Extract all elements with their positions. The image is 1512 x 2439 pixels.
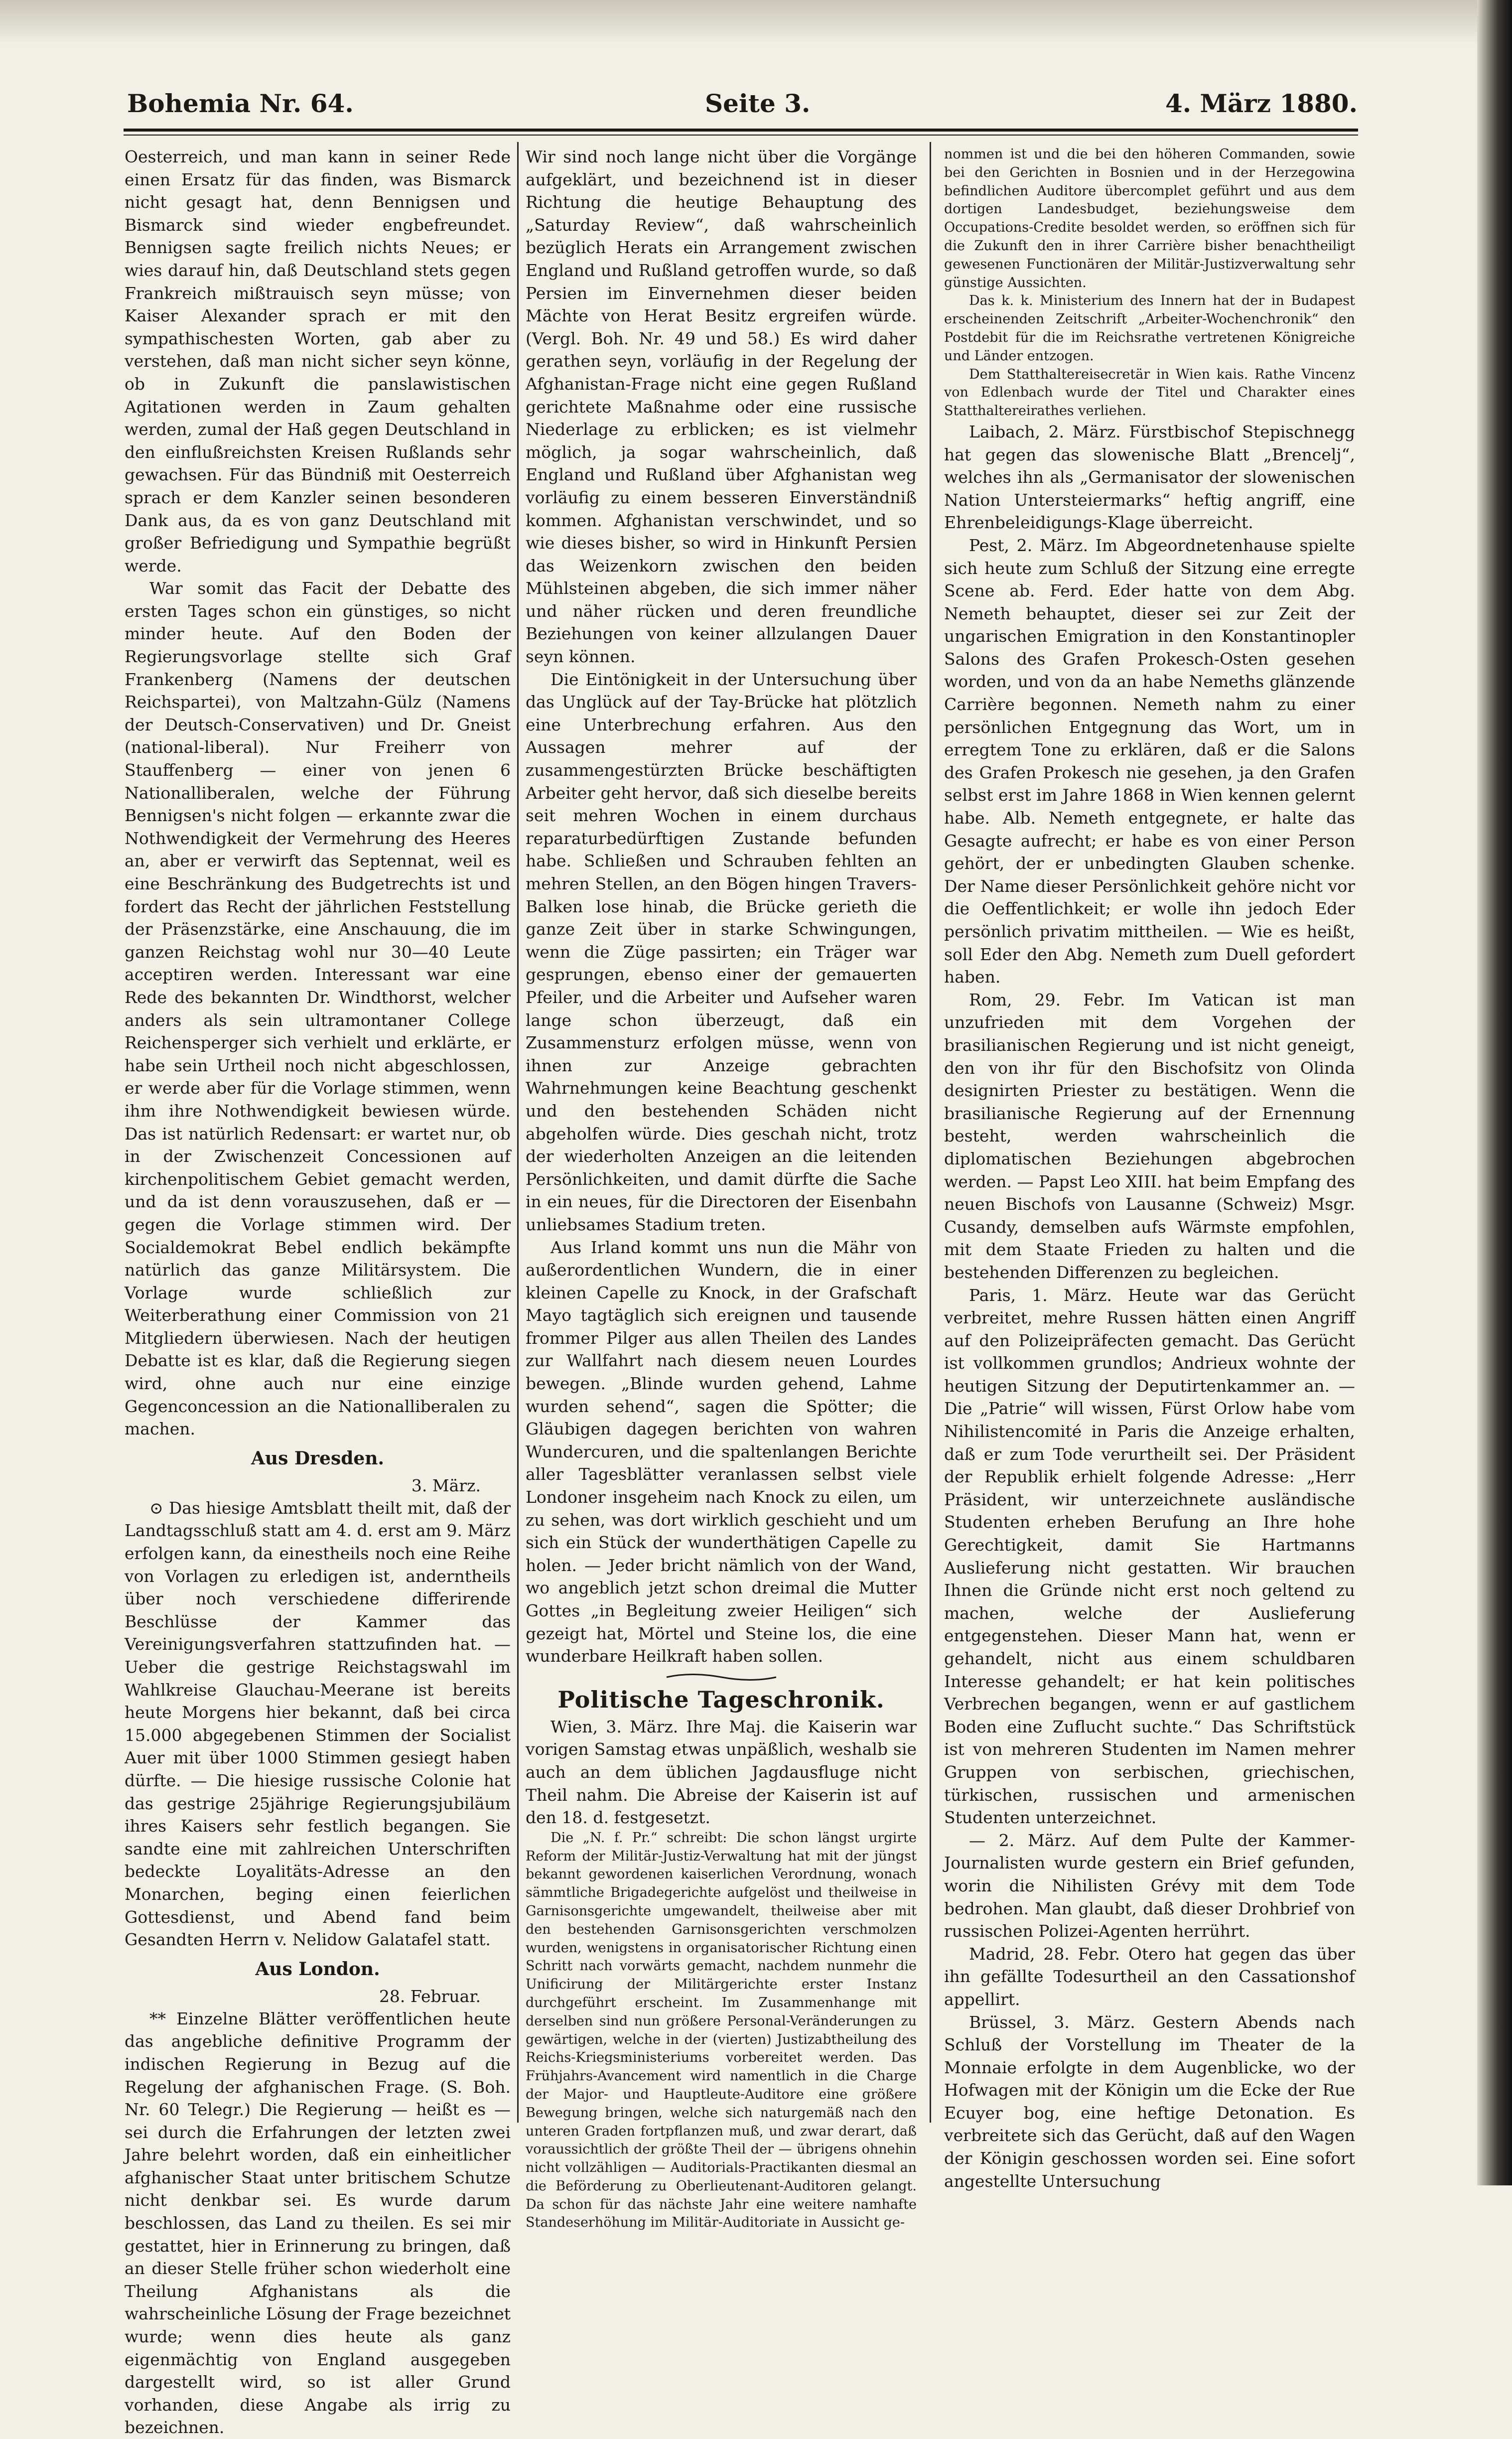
- column-1: [125, 145, 511, 2438]
- article-paragraph: Brüssel, 3. März. Gestern Abends nach Schluß der Vorstellung im Theater de la Monnaie erfolgte in dem Augenblicke, wo der Hofwagen mit der Königin um die Ecke der Rue Ecuyer bog, eine heftige Detonation. Es verbreitete sich das Gerücht, daß auf den Wagen der Königin geschossen worden sei. Eine sofort angestellte Untersuchung: [944, 2012, 1355, 2191]
- column-separator-1: [517, 142, 519, 2123]
- page-top-shadow: [0, 0, 1477, 45]
- article-paragraph: Paris, 1. März. Heute war das Gerücht verbreitet, mehre Russen hätten einen Angriff auf den Polizeipräfecten gemacht. Das Gerücht ist vollkommen grundlos; Andrieux wohnte der heutigen Sitzung der Deputirtenkammer an. — Die „Patrie“ will wissen, Fürst Orlow habe vom Nihilistencomité in Paris die Anzeige erhalten, daß er zum Tode verurtheilt sei. Der Präsident der Republik erhielt folgende Adresse: „Herr Präsident, wir unterzeichnete ausländische Studenten erheben Berufung an Ihre hohe Gerechtigkeit, damit Sie Hartmanns Auslieferung nicht gestatten. Wir brauchen Ihnen die Gründe nicht erst noch geltend zu machen, welche der Auslieferung entgegenstehen. Dieser Mann hat, wenn er gehandelt, nicht aus einem schuldbaren Interesse gehandelt; er hat kein politisches Verbrechen begangen, wenn er auf gastlichem Boden eine Zuflucht suchte.“ Das Schriftstück ist von mehreren Studenten im Namen mehrer Gruppen von serbischen, griechischen, türkischen, russischen und armenischen Studenten unterzeichnet.: [944, 1285, 1355, 1828]
- article-paragraph-small: nommen ist und die bei den höheren Commanden, sowie bei den Gerichten in Bosnien und in der Herzegowina befindlichen Auditore übercomplet geführt und aus dem dortigen Landesbudget, beziehungsweise dem Occupations-Credite besoldet werden, so eröffnen sich für die Zukunft den in ihrer Carrière bisher benachtheiligt gewesenen Functionären der Militär-Justizverwaltung sehr günstige Aussichten.: [944, 146, 1355, 290]
- page-edge-shadow: [1477, 0, 1512, 2185]
- section-title-politische-tageschronik: Politische Tageschronik.: [557, 1686, 885, 1713]
- article-paragraph: Die Eintönigkeit in der Untersuchung über das Unglück auf der Tay-Brücke hat plötzlich eine Unterbrechung erfahren. Aus den Aussagen mehrer auf der zusammengestürzten Brücke beschäftigten Arbeiter geht hervor, daß sich dieselbe bereits seit mehren Wochen in einem durchaus reparaturbedürftigen Zustande befunden habe. Schließen und Schrauben fehlten an mehren Stellen, an den Bögen hingen Travers-Balken lose hinab, die Brücke gerieth die ganze Zeit über in starke Schwingungen, wenn die Züge passirten; ein Träger war gesprungen, ebenso einer der gemauerten Pfeiler, und die Arbeiter und Aufseher waren lange schon überzeugt, daß ein Zusammensturz erfolgen müsse, wenn von ihnen zur Anzeige gebrachten Wahrnehmungen keine Beachtung geschenkt und den bestehenden Schäden nicht abgeholfen würde. Dies geschah nicht, trotz der wiederholten Anzeigen an die leitenden Persönlichkeiten, und damit dürfte die Sache in ein neues, für die Directoren der Eisenbahn unliebsames Stadium treten.: [526, 669, 917, 1234]
- article-paragraph: Wien, 3. März. Ihre Maj. die Kaiserin war vorigen Samstag etwas unpäßlich, weshalb sie auch an dem üblichen Jagdausfluge nicht Theil nahm. Die Abreise der Kaiserin ist auf den 18. d. festgesetzt.: [526, 1717, 917, 1828]
- article-paragraph-small: Das k. k. Ministerium des Innern hat der in Budapest erscheinenden Zeitschrift „Arbeiter-Wochenchronik“ den Postdebit für die im Reichsrathe vertretenen Königreiche und Länder entzogen.: [944, 293, 1355, 364]
- article-paragraph: Madrid, 28. Febr. Otero hat gegen das über ihn gefällte Todesurtheil an den Cassationshof appellirt.: [944, 1944, 1355, 2009]
- small-print-block: [526, 1829, 917, 2233]
- article-paragraph: Aus Irland kommt uns nun die Mähr von außerordentlichen Wundern, die in einer kleinen Capelle zu Knock, in der Grafschaft Mayo tagtäglich sich ereignen und tausende frommer Pilger aus allen Theilen des Landes zur Wallfahrt nach diesem neuen Lourdes bewegen. „Blinde wurden gehend, Lahme wurden sehend“, sagen die Spötter; die Gläubigen dagegen berichten von wahren Wundercuren, und die spaltenlangen Berichte aller Tagesblätter veranlassen selbst viele Londoner insgeheim nach Knock zu eilen, um zu sehen, was dort wirklich geschieht und um sich ein Stück der wunderthätigen Capelle zu holen. — Jeder bricht nämlich von der Wand, wo angeblich jetzt schon dreimal die Mutter Gottes „in Begleitung zweier Heiligen“ sich gezeigt hat, Mörtel und Steine los, die eine wunderbare Heilkraft haben sollen.: [526, 1237, 917, 1666]
- section-heading-dresden: Aus Dresden.: [251, 1447, 385, 1469]
- article-paragraph: War somit das Facit der Debatte des ersten Tages schon ein günstiges, so nicht minder heute. Auf den Boden der Regierungsvorlage stellte sich Graf Frankenberg (Namens der deutschen Reichspartei), von Maltzahn-Gülz (Namens der Deutsch-Conservativen) und Dr. Gneist (national-liberal). Nur Freiherr von Stauffenberg — einer von jenen 6 Nationalliberalen, welche der Führung Bennigsen's nicht folgen — erkannte zwar die Nothwendigkeit der Vermehrung des Heeres an, aber er verwirft das Septennat, weil es eine Beschränkung des Budgetrechts ist und fordert das Recht der jährlichen Feststellung der Präsenzstärke, eine Anschauung, die im ganzen Reichstag wohl nur 30—40 Leute acceptiren werden. Interessant war eine Rede des bekannten Dr. Windthorst, welcher anders als sein ultramontaner College Reichensperger sich verhielt und erklärte, er habe sein Urtheil noch nicht abgeschlossen, er werde aber für die Vorlage stimmen, wenn ihm ihre Nothwendigkeit bewiesen würde. Das ist natürlich Redensart: er wartet nur, ob in der Zwischenzeit Concessionen auf kirchenpolitischem Gebiet gemacht werden, und da ist denn vorauszusehen, daß er — gegen die Vorlage stimmen wird. Der Socialdemokrat Bebel endlich bekämpfte natürlich das ganze Militärsystem. Die Vorlage wurde schließlich zur Weiterberathung einer Commission von 21 Mitgliedern überwiesen. Nach der heutigen Debatte ist es klar, daß die Regierung siegen wird, ohne auch nur eine einzige Gegenconcession an die Nationalliberalen zu machen.: [125, 578, 511, 1439]
- article-paragraph: ⊙ Das hiesige Amtsblatt theilt mit, daß der Landtagsschluß statt am 4. d. erst am 9. März erfolgen kann, da einestheils noch eine Reihe von Vorlagen zu erledigen ist, anderntheils über noch verschiedene differirende Beschlüsse der Kammer das Vereinigungsverfahren stattzufinden hat. — Ueber die gestrige Reichstagswahl im Wahlkreise Glauchau-Meerane ist bereits heute Morgens hier bekannt, daß bei circa 15.000 abgegebenen Stimmen der Socialist Auer mit über 1000 Stimmen gesiegt haben dürfte. — Die hiesige russische Colonie hat das gestrige 25jährige Regierungsjubiläum ihres Kaisers sehr festlich begangen. Sie sandte eine mit zahlreichen Unterschriften bedeckte Loyalitäts-Adresse an den Monarchen, beging einen feierlichen Gottesdienst, und Abend fand beim Gesandten Herrn v. Nelidow Galatafel statt.: [125, 1498, 511, 1950]
- column-2: [526, 145, 917, 2231]
- header-rule-thin: [124, 135, 1358, 136]
- article-paragraph-small: Dem Statthaltereisecretär in Wien kais. Rathe Vincenz von Edlenbach wurde der Titel und Charakter eines Statthaltereirathes verliehen.: [944, 366, 1355, 419]
- column-separator-2: [930, 142, 931, 2123]
- article-paragraph: Pest, 2. März. Im Abgeordnetenhause spielte sich heute zum Schluß der Sitzung eine erregte Scene ab. Ferd. Eder hatte von dem Abg. Nemeth behauptet, dieser sei zur Zeit der ungarischen Emigration in den Konstantinopler Salons des Grafen Prokesch-Osten gesehen worden, und von da an habe Nemeths glänzende Carrière begonnen. Nemeth nahm zu einer persönlichen Entgegnung das Wort, um in erregtem Tone zu erklären, daß er die Salons des Grafen Prokesch nie gesehen, ja den Grafen selbst erst im Jahre 1868 in Wien kennen gelernt habe. Alb. Nemeth entgegnete, er halte das Gesagte aufrecht; er habe es von einer Person gehört, der er unbedingten Glauben schenke. Der Name dieser Persönlichkeit gehöre nicht vor die Oeffentlichkeit; er wolle ihn jedoch Eder persönlich privatim mittheilen. — Wie es heißt, soll Eder den Abg. Nemeth zum Duell gefordert haben.: [944, 535, 1355, 987]
- header-rule-thick: [124, 129, 1358, 132]
- column-3: [944, 145, 1355, 2191]
- header-newspaper-issue: Bohemia Nr. 64.: [127, 89, 354, 118]
- article-paragraph: ** Einzelne Blätter veröffentlichen heute das angebliche definitive Programm der indischen Regierung in Bezug auf die Regelung der afghanischen Frage. (S. Boh. Nr. 60 Telegr.) Die Regierung — heißt es — sei durch die Erfahrungen der letzten zwei Jahre belehrt worden, daß ein einheitlicher afghanischer Staat unter britischem Schutze nicht denkbar sei. Es wurde darum beschlossen, das Land zu theilen. Es sei mir gestattet, hier in Erinnerung zu bringen, daß an dieser Stelle früher schon wiederholt eine Theilung Afghanistans als die wahrscheinliche Lösung der Frage bezeichnet wurde; wenn dies heute als ganz eigenmächtig von England ausgegeben dargestellt wird, so ist aller Grund vorhanden, diese Angabe als irrig zu bezeichnen.: [125, 2009, 511, 2438]
- article-paragraph: Wir sind noch lange nicht über die Vorgänge aufgeklärt, und bezeichnend ist in dieser Richtung die heutige Behauptung des „Saturday Review“, daß wahrscheinlich bezüglich Herats ein Arrangement zwischen England und Rußland getroffen wurde, so daß Persien im Einvernehmen dieser beiden Mächte von Herat Besitz ergreifen würde. (Vergl. Boh. Nr. 49 und 58.) Es wird daher gerathen seyn, vorläufig in der Regelung der Afghanistan-Frage nicht eine gegen Rußland gerichtete Maßnahme oder eine russische Niederlage zu erblicken; es ist vielmehr möglich, ja sogar wahrscheinlich, daß England und Rußland über Afghanistan weg vorläufig zu einem besseren Einverständniß kommen. Afghanistan verschwindet, und so wie dieses bisher, so wird in Hinkunft Persien das Weizenkorn zwischen den beiden Mühlsteinen abgeben, die sich immer näher und näher rücken und deren freundliche Beziehungen von keiner allzulangen Dauer seyn können.: [526, 147, 917, 667]
- page-header: [127, 89, 1358, 124]
- section-divider-flourish: [662, 1672, 781, 1683]
- article-paragraph: Rom, 29. Febr. Im Vatican ist man unzufrieden mit dem Vorgehen der brasilianischen Regierung und ist nicht geneigt, den von ihr für den Bischofsitz von Olinda designirten Priester zu bestätigen. Wenn die brasilianische Regierung auf der Ernennung besteht, werden wahrscheinlich die diplomatischen Beziehungen abgebrochen werden. — Papst Leo XIII. hat beim Empfang des neuen Bischofs von Lausanne (Schweiz) Msgr. Cusandy, demselben aufs Wärmste empfohlen, mit dem Staate Frieden zu halten und die bestehenden Differenzen zu begleichen.: [944, 990, 1355, 1282]
- article-paragraph-small: Die „N. f. Pr.“ schreibt: Die schon längst urgirte Reform der Militär-Justiz-Verwaltung hat mit der jüngst bekannt gewordenen kaiserlichen Verordnung, wonach sämmtliche Brigadegerichte aufgelöst und theilweise in Garnisonsgerichte umgewandelt, theilweise aber mit den bestehenden Garnisonsgerichten verschmolzen wurden, wenigstens in organisatorischer Richtung einen Schritt nach vorwärts gemacht, nachdem nunmehr die Unificirung der Militärgerichte erster Instanz durchgeführt erscheint. Im Zusammenhange mit derselben sind nun größere Personal-Veränderungen zu gewärtigen, welche in der (vierten) Justizabtheilung des Reichs-Kriegsministeriums vorbereitet werden. Das Frühjahrs-Avancement wird namentlich in die Charge der Major- und Hauptleute-Auditore eine größere Bewegung bringen, welche sich naturgemäß nach den unteren Graden fortpflanzen muß, und zwar derart, daß voraussichtlich der größte Theil der — übrigens ohnehin nicht vollzähligen — Auditorials-Practikanten diesmal an die Beförderung zu Oberlieutenant-Auditoren gelangt. Da schon für das nächste Jahr eine weitere namhafte Standeserhöhung im Militär-Auditoriate in Aussicht ge-: [526, 1830, 917, 2231]
- header-date: 4. März 1880.: [1165, 89, 1358, 118]
- header-page-number: Seite 3.: [705, 89, 811, 118]
- dateline-dresden: 3. März.: [411, 1475, 481, 1495]
- small-print-block: [944, 145, 1355, 421]
- section-heading-london: Aus London.: [255, 1958, 380, 1980]
- article-paragraph: Laibach, 2. März. Fürstbischof Stepischnegg hat gegen das slowenische Blatt „Brencelj“, welches ihn als „Germanisator der slowenischen Nation Untersteiermarks“ heftig angriff, eine Ehrenbeleidigungs-Klage überreicht.: [944, 422, 1355, 533]
- article-paragraph: Oesterreich, und man kann in seiner Rede einen Ersatz für das finden, was Bismarck nicht gesagt hat, denn Bennigsen und Bismarck sind wieder engbefreundet. Bennigsen sagte freilich nichts Neues; er wies darauf hin, daß Deutschland stets gegen Frankreich mißtrauisch seyn müsse; von Kaiser Alexander sprach er mit den sympathischesten Worten, gab aber zu verstehen, daß man nicht sicher seyn könne, ob in Zukunft die panslawistischen Agitationen werden in Zaum gehalten werden, zumal der Haß gegen Deutschland in den einflußreichsten Kreisen Rußlands sehr gewachsen. Für das Bündniß mit Oesterreich sprach er dem Kanzler seinen besonderen Dank aus, da es von ganz Deutschland mit großer Befriedigung und Sympathie begrüßt werde.: [125, 147, 511, 575]
- article-paragraph: — 2. März. Auf dem Pulte der Kammer-Journalisten wurde gestern ein Brief gefunden, worin die Nihilisten Grévy mit dem Tode bedrohen. Man glaubt, daß dieser Drohbrief von russischen Polizei-Agenten herrührt.: [944, 1830, 1355, 1941]
- dateline-london: 28. Februar.: [379, 1986, 481, 2006]
